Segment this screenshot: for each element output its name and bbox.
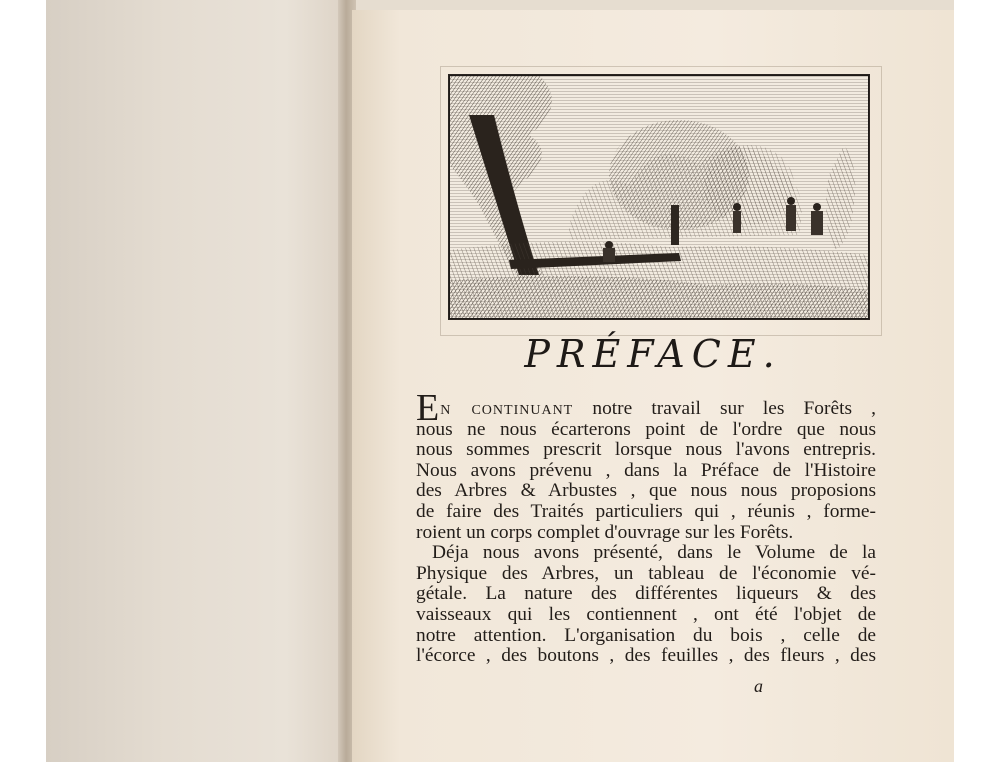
opening-words: n continuant xyxy=(440,398,574,419)
text-line: nous sommes prescrit lorsque nous l'avons entrepris. xyxy=(416,439,876,461)
right-page xyxy=(352,10,954,762)
text-line: Physique des Arbres, un tableau de l'économie vé- xyxy=(416,562,876,584)
preface-text xyxy=(416,387,876,667)
text-line: notre attention. L'organisation du bois , celle de xyxy=(416,624,876,646)
landscape-engraving xyxy=(448,74,870,320)
text-line: Nous avons prévenu , dans la Préface de l'Histoire xyxy=(416,459,876,481)
text-line: Déja nous avons présenté, dans le Volume de la xyxy=(432,542,876,564)
text-line: l'écorce , des boutons , des feuilles , des fleurs , des xyxy=(416,645,876,667)
text-line: nous ne nous écarterons point de l'ordre que nous xyxy=(416,418,876,440)
drop-cap: E xyxy=(416,387,440,429)
left-page xyxy=(46,0,346,762)
text-line: gétale. La nature des différentes liqueurs & des xyxy=(416,583,876,605)
open-book xyxy=(46,0,954,762)
text-line: vaisseaux qui les contiennent , ont été l'objet de xyxy=(416,603,876,625)
text-line: En continuant notre travail sur les Forêts , xyxy=(416,387,876,429)
signature-mark: a xyxy=(754,676,763,696)
text-line: des Arbres & Arbustes , que nous nous proposions xyxy=(416,480,876,502)
page-title: PRÉFACE. xyxy=(524,332,782,376)
text-line: de faire des Traités particuliers qui , réunis , forme- xyxy=(416,500,876,522)
show-through-text xyxy=(246,40,265,110)
text-line: roient un corps complet d'ouvrage sur les Forêts. xyxy=(416,521,794,543)
